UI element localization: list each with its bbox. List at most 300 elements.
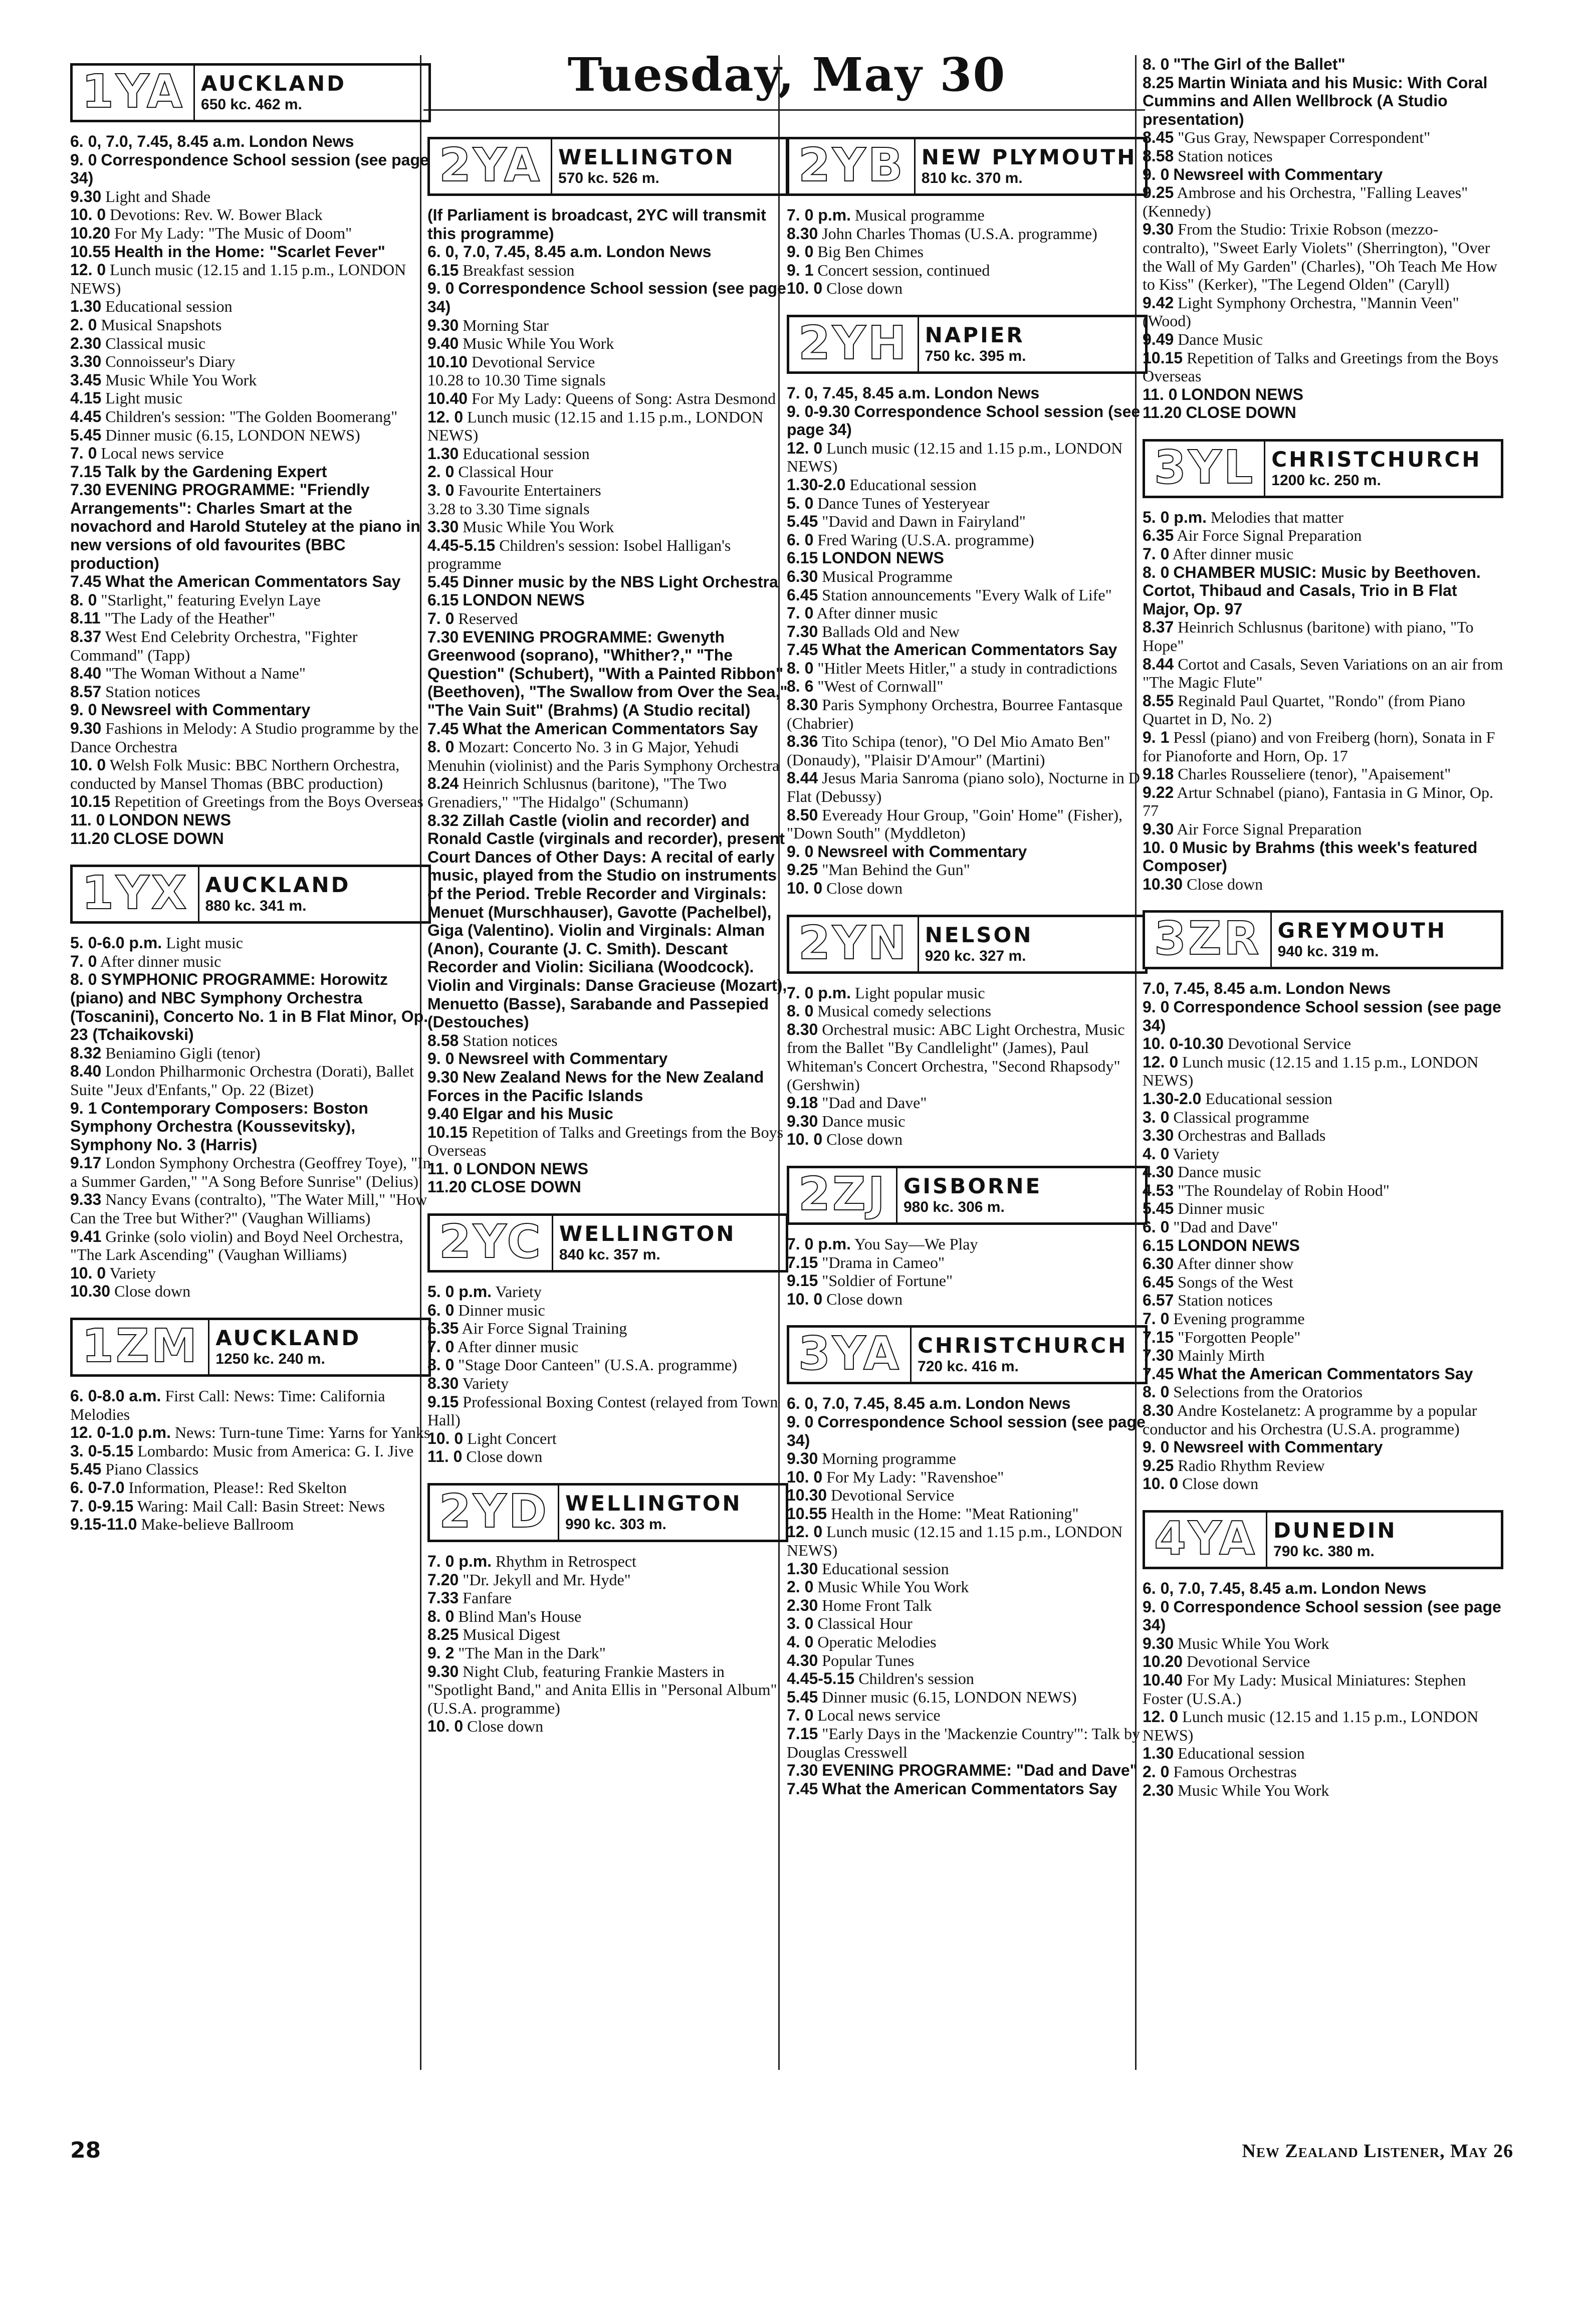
program-title: "David and Dawn in Fairyland" bbox=[822, 512, 1026, 531]
program-title: Lunch music (12.15 and 1.15 p.m., LONDON NEWS) bbox=[1143, 1052, 1479, 1090]
program-entry bbox=[1143, 875, 1503, 894]
program-time: 8.37 bbox=[1143, 618, 1174, 637]
program-title: Close down bbox=[826, 1290, 903, 1308]
program-title: Connoisseur's Diary bbox=[105, 352, 236, 371]
program-entry bbox=[787, 531, 1148, 549]
program-time: 9.30 bbox=[427, 1662, 459, 1680]
program-entry bbox=[427, 1589, 788, 1607]
program-entry bbox=[787, 1596, 1148, 1615]
program-title: Pessl (piano) and von Freiberg (horn), Sonata in F for Pianoforte and Horn, Op. 17 bbox=[1143, 728, 1495, 765]
program-time: 2.30 bbox=[70, 334, 102, 352]
program-entry bbox=[70, 811, 431, 829]
program-entry bbox=[787, 1413, 1148, 1449]
program-time: 7. 0 bbox=[787, 604, 814, 622]
program-time: 9. 0 bbox=[427, 279, 455, 298]
program-title: "Starlight," featuring Evelyn Laye bbox=[101, 590, 321, 609]
program-time: 9.30 bbox=[1143, 1634, 1174, 1652]
program-entry bbox=[70, 1423, 431, 1442]
program-entry bbox=[787, 879, 1148, 898]
program-time: 10. 0 bbox=[787, 1467, 823, 1486]
program-time: 10. 0 bbox=[787, 279, 823, 298]
station-frequency: 920 kc. 327 m. bbox=[925, 947, 1026, 964]
program-entry bbox=[1143, 692, 1503, 728]
station-section bbox=[787, 915, 1148, 1149]
program-time: 4.30 bbox=[1143, 1163, 1174, 1181]
program-title: Mainly Mirth bbox=[1178, 1346, 1265, 1365]
program-time: 9.30 bbox=[1143, 819, 1174, 838]
station-header bbox=[787, 315, 1148, 374]
page-title: Tuesday, May 30 bbox=[567, 48, 1006, 102]
program-time: 7. 0 bbox=[70, 952, 97, 970]
program-title: Classical Hour bbox=[458, 463, 553, 481]
program-title: Morning programme bbox=[822, 1449, 956, 1468]
program-title: Elgar and his Music bbox=[463, 1105, 613, 1123]
station-callsign: 2YD bbox=[430, 1486, 559, 1540]
station-callsign: 4YA bbox=[1145, 1513, 1267, 1567]
program-time: 7. 0 bbox=[1143, 545, 1170, 563]
program-title: What the American Commentators Say bbox=[463, 719, 758, 738]
program-time: 7. 0 p.m. bbox=[787, 206, 851, 224]
program-title: Music While You Work bbox=[1178, 1634, 1329, 1652]
program-time: 2.30 bbox=[787, 1596, 818, 1614]
program-title: Close down bbox=[1187, 875, 1263, 893]
program-entry bbox=[1143, 765, 1503, 783]
program-entry bbox=[787, 1020, 1148, 1094]
program-entry bbox=[70, 829, 431, 848]
program-entry bbox=[1143, 526, 1503, 545]
program-title: London News bbox=[606, 243, 712, 261]
program-time: 9.15 bbox=[427, 1392, 459, 1411]
program-title: EVENING PROGRAMME: Gwenyth Greenwood (soprano), "Whither?," "The Question" (Schubert), "With a Painted Ribbon" (Beethoven), "The Swallow from Over the Sea," "The Vain Suit" (Brahms) (A Studio recital) bbox=[427, 627, 788, 720]
program-title: Melodies that matter bbox=[1211, 508, 1343, 526]
program-title: "The Roundelay of Robin Hood" bbox=[1178, 1181, 1390, 1199]
program-entry bbox=[70, 591, 431, 609]
program-title: London Symphony Orchestra (Geoffrey Toye), "In a Summer Garden," "A Song Before Sunrise" (Delius) bbox=[70, 1154, 431, 1190]
program-time: 8.11 bbox=[70, 609, 101, 627]
program-entry bbox=[427, 1717, 788, 1736]
program-title: Close down bbox=[114, 1282, 191, 1301]
program-entry bbox=[70, 352, 431, 371]
program-time: 3.30 bbox=[70, 352, 102, 371]
program-entry bbox=[1143, 1634, 1503, 1653]
program-entry bbox=[427, 1123, 788, 1160]
program-title: After dinner music bbox=[100, 952, 221, 970]
program-title: Evening programme bbox=[1173, 1310, 1305, 1328]
program-entry bbox=[70, 444, 431, 463]
publication-footer: New Zealand Listener, May 26 bbox=[1242, 2141, 1513, 2162]
program-title: "The Woman Without a Name" bbox=[105, 664, 306, 683]
station-callsign: 2YH bbox=[789, 317, 919, 371]
program-time: 10. 0 bbox=[1143, 838, 1179, 857]
program-title: What the American Commentators Say bbox=[822, 641, 1117, 659]
program-title: Reserved bbox=[458, 609, 518, 628]
program-time: 8.30 bbox=[1143, 1401, 1174, 1419]
station-frequency: 1250 kc. 240 m. bbox=[215, 1351, 325, 1368]
program-time: 9.30 bbox=[427, 316, 459, 334]
station-section bbox=[427, 137, 788, 1196]
program-title: Repetition of Talks and Greetings from the Boys Overseas bbox=[1143, 348, 1499, 385]
program-time: 7. 0 bbox=[70, 444, 97, 463]
program-entry bbox=[427, 774, 788, 811]
program-time: 12. 0 bbox=[787, 439, 823, 457]
program-title: Music by Brahms (this week's featured Composer) bbox=[1143, 838, 1478, 875]
program-time: 8. 0 bbox=[787, 659, 814, 677]
program-time: 6.15 bbox=[427, 591, 459, 609]
station-frequency: 980 kc. 306 m. bbox=[903, 1198, 1005, 1215]
program-title: Mozart: Concerto No. 3 in G Major, Yehudi Menuhin (violinist) and the Paris Symphony Orchestra bbox=[427, 738, 780, 774]
program-title: Concert session, continued bbox=[817, 261, 990, 279]
program-entry bbox=[1143, 1598, 1503, 1634]
program-title: Rhythm in Retrospect bbox=[496, 1552, 636, 1570]
program-time: 1.30 bbox=[1143, 1744, 1174, 1763]
program-title: Air Force Signal Training bbox=[462, 1319, 627, 1338]
program-time: 8.30 bbox=[787, 1020, 818, 1038]
program-time: 6.30 bbox=[787, 567, 818, 585]
program-title: Orchestras and Ballads bbox=[1178, 1126, 1326, 1145]
program-time: 8.58 bbox=[427, 1031, 459, 1049]
station-info bbox=[199, 867, 428, 921]
program-entry bbox=[70, 1227, 431, 1264]
program-entry bbox=[427, 573, 788, 591]
station-info bbox=[1267, 1513, 1501, 1567]
program-time: 4.45-5.15 bbox=[427, 536, 496, 554]
program-entry bbox=[787, 1486, 1148, 1505]
program-entry bbox=[787, 1761, 1148, 1780]
program-title: Big Ben Chimes bbox=[817, 243, 924, 261]
program-entry bbox=[1143, 1708, 1503, 1744]
program-entry bbox=[1143, 1126, 1503, 1145]
program-time: 8. 0 bbox=[787, 1002, 814, 1020]
program-title: Songs of the West bbox=[1178, 1273, 1293, 1291]
program-entry bbox=[1143, 1579, 1503, 1598]
program-title: Newsreel with Commentary bbox=[101, 701, 311, 719]
station-city: AUCKLAND bbox=[205, 873, 351, 898]
program-time: 9.30 bbox=[70, 187, 102, 205]
program-entry bbox=[787, 261, 1148, 280]
station-info bbox=[553, 1216, 786, 1270]
program-title: "Dad and Dave" bbox=[1173, 1218, 1278, 1236]
program-entry bbox=[427, 1301, 788, 1320]
program-entry bbox=[1143, 545, 1503, 563]
station-frequency: 570 kc. 526 m. bbox=[558, 170, 659, 186]
program-entry bbox=[427, 261, 788, 280]
program-time: 5.45 bbox=[787, 1687, 818, 1706]
program-time: 7.15 bbox=[787, 1253, 818, 1272]
program-title: "The Lady of the Heather" bbox=[104, 609, 276, 627]
station-info bbox=[919, 917, 1145, 971]
program-entry bbox=[787, 1780, 1148, 1798]
program-entry bbox=[70, 1478, 431, 1497]
program-title: Devotional Service bbox=[1227, 1034, 1351, 1053]
program-entry bbox=[427, 1356, 788, 1374]
program-time: 9.49 bbox=[1143, 330, 1174, 348]
station-info bbox=[209, 1320, 428, 1374]
program-title: Educational session bbox=[849, 475, 977, 494]
program-time: 6. 0, 7.0, 7.45, 8.45 a.m. bbox=[70, 132, 245, 150]
program-title: Local news service bbox=[101, 444, 224, 463]
program-time: 7. 0 bbox=[787, 1706, 814, 1725]
station-section bbox=[787, 315, 1148, 898]
program-title: West End Celebrity Orchestra, "Fighter Command" (Tapp) bbox=[70, 627, 358, 664]
program-title: Dinner music by the NBS Light Orchestra bbox=[463, 572, 778, 591]
station-frequency: 810 kc. 370 m. bbox=[921, 170, 1023, 186]
program-entry bbox=[1143, 1181, 1503, 1200]
program-time: 1.30 bbox=[787, 1559, 818, 1578]
program-entry bbox=[787, 549, 1148, 567]
program-entry bbox=[787, 384, 1148, 402]
station-header bbox=[1143, 910, 1503, 969]
program-time: 6.30 bbox=[1143, 1254, 1174, 1273]
program-title: Zillah Castle (violin and recorder) and Ronald Castle (virginals and recorder), present Court Dances of Other Days: A recital of early music, played from the Studio on instruments of the Period. Treble Recorder and Virginals: Menuet (Murschhauser), Gavotte (Pachelbel), Giga (Valentino). Violin and Virginals: Alman (Anon), Courante (J. C. Smith). Descant Recorder and Violin: Siciliana (Woodcock). Violin and Virginals: Danse Gracieuse (Mozart), Menuetto (Basse), Sarabande and Passepied (Destouches) bbox=[427, 811, 787, 1031]
program-title: Music While You Work bbox=[463, 334, 614, 353]
program-entry bbox=[427, 518, 788, 536]
program-time: 10.15 bbox=[70, 792, 111, 811]
program-entry bbox=[427, 316, 788, 335]
program-title: Lombardo: Music from America: G. I. Jive bbox=[137, 1441, 414, 1460]
program-time: 9.30 bbox=[1143, 220, 1174, 239]
program-title: "The Girl of the Ballet" bbox=[1173, 55, 1345, 73]
program-entry bbox=[787, 1130, 1148, 1149]
program-title: Breakfast session bbox=[463, 261, 575, 279]
program-time: 3. 0 bbox=[787, 1614, 814, 1633]
program-time: 6.45 bbox=[1143, 1273, 1174, 1291]
program-entry bbox=[1143, 728, 1503, 765]
program-entry bbox=[70, 243, 431, 261]
program-title: Favourite Entertainers bbox=[458, 481, 601, 499]
program-time: 9. 0-9.30 bbox=[787, 402, 850, 420]
station-callsign: 1ZM bbox=[73, 1320, 209, 1374]
program-time: 7.0, 7.45, 8.45 a.m. bbox=[1143, 979, 1282, 998]
program-time: 7.30 bbox=[1143, 1346, 1174, 1365]
column-1 bbox=[70, 59, 431, 1534]
program-time: 9. 0 bbox=[1143, 997, 1170, 1016]
program-title: Dinner music (6.15, LONDON NEWS) bbox=[105, 426, 360, 444]
program-time: 1.30-2.0 bbox=[1143, 1089, 1202, 1108]
program-time: 4. 0 bbox=[1143, 1144, 1170, 1163]
program-title: London News bbox=[965, 1394, 1071, 1413]
program-time: 9. 0 bbox=[70, 701, 97, 719]
program-title: Andre Kostelanetz: A programme by a popular conductor and his Orchestra (U.S.A. programme) bbox=[1143, 1401, 1477, 1438]
program-title: Talk by the Gardening Expert bbox=[105, 462, 327, 481]
program-title: Heinrich Schlusnus (baritone) with piano, "To Hope" bbox=[1143, 618, 1474, 655]
program-time: 2. 0 bbox=[1143, 1762, 1170, 1781]
program-title: London News bbox=[1321, 1579, 1427, 1597]
program-entry bbox=[427, 1571, 788, 1589]
program-time: 10. 0 bbox=[787, 879, 823, 897]
program-title: Make-believe Ballroom bbox=[141, 1515, 294, 1534]
program-time: 3.30 bbox=[427, 518, 459, 536]
program-entry bbox=[427, 738, 788, 774]
program-time: 10.30 bbox=[70, 1282, 111, 1301]
program-title: "The Man in the Dark" bbox=[458, 1643, 606, 1662]
program-entry bbox=[427, 371, 788, 389]
program-time: 9. 0 bbox=[787, 1412, 814, 1431]
program-entry bbox=[1143, 1090, 1503, 1108]
program-title: London News bbox=[1285, 979, 1391, 998]
program-time: 10.30 bbox=[787, 1486, 827, 1505]
station-city: NELSON bbox=[925, 922, 1033, 947]
program-time: 10. 0 bbox=[787, 1290, 823, 1308]
program-title: 3.28 to 3.30 Time signals bbox=[427, 499, 590, 518]
program-time: 8. 0 bbox=[70, 590, 97, 609]
program-time: 9. 1 bbox=[1143, 728, 1170, 746]
program-title: Close down bbox=[826, 1130, 903, 1149]
program-title: Light music bbox=[105, 389, 183, 407]
program-time: 8.55 bbox=[1143, 691, 1174, 710]
program-time: 8.40 bbox=[70, 664, 102, 683]
program-entry bbox=[70, 132, 431, 151]
program-entry bbox=[70, 1515, 431, 1534]
program-entry bbox=[70, 756, 431, 792]
program-time: 6. 0 bbox=[427, 1301, 455, 1319]
program-title: Educational session bbox=[105, 297, 233, 316]
program-time: 9.33 bbox=[70, 1190, 102, 1209]
program-time: 7. 0, 7.45, 8.45 a.m. bbox=[787, 383, 931, 402]
program-time: 7.30 bbox=[787, 622, 818, 641]
station-frequency: 840 kc. 357 m. bbox=[559, 1246, 660, 1263]
program-title: After dinner music bbox=[1172, 545, 1294, 563]
program-time: 11. 0 bbox=[427, 1447, 463, 1466]
program-title: Station notices bbox=[463, 1031, 558, 1049]
program-entry bbox=[70, 463, 431, 481]
program-title: SYMPHONIC PROGRAMME: Horowitz (piano) and NBC Symphony Orchestra (Toscanini), Concerto No. 1 in B Flat Minor, Op. 23 (Tchaikovski) bbox=[70, 970, 428, 1044]
program-entry bbox=[1143, 330, 1503, 349]
program-title: CHAMBER MUSIC: Music by Beethoven. Cortot, Thibaud and Casals, Trio in B Flat Major, Op. 97 bbox=[1143, 563, 1481, 618]
program-time: 2. 0 bbox=[427, 463, 455, 481]
program-title: Correspondence School session (see page 34) bbox=[70, 150, 429, 187]
program-time: 8.45 bbox=[1143, 128, 1174, 147]
program-time: 9. 0 bbox=[70, 150, 97, 169]
program-entry bbox=[70, 297, 431, 316]
program-title: Devotional Service bbox=[1187, 1652, 1310, 1671]
program-title: From the Studio: Trixie Robson (mezzo-contralto), "Sweet Early Violets" (Sherrington), "Over the Wall of My Garden" (Charles), "Oh Teach Me How to Kiss" (Kerker), "The Legend Olden" (Caryll) bbox=[1143, 220, 1497, 294]
program-entry bbox=[427, 279, 788, 316]
program-time: 5. 0 p.m. bbox=[427, 1283, 492, 1301]
program-title: "Drama in Cameo" bbox=[822, 1253, 945, 1272]
program-title: Fanfare bbox=[463, 1589, 512, 1607]
program-entry bbox=[787, 1560, 1148, 1578]
program-time: 11.20 bbox=[70, 829, 110, 848]
program-entry bbox=[787, 476, 1148, 494]
program-entry bbox=[1143, 820, 1503, 838]
program-title: Morning Star bbox=[463, 316, 549, 334]
station-section bbox=[787, 1166, 1148, 1308]
program-entry bbox=[70, 683, 431, 701]
station-header bbox=[70, 865, 431, 924]
program-entry bbox=[787, 604, 1148, 622]
program-time: 5.45 bbox=[1143, 1199, 1174, 1218]
program-title: After dinner music bbox=[816, 604, 938, 622]
program-time: 9.40 bbox=[427, 334, 459, 353]
program-entry bbox=[70, 187, 431, 206]
program-title: Local news service bbox=[817, 1706, 941, 1725]
program-time: 8.32 bbox=[70, 1043, 102, 1062]
program-time: 8. 0 bbox=[427, 738, 455, 756]
program-entry bbox=[787, 279, 1148, 298]
program-time: 8.25 bbox=[1143, 73, 1174, 92]
station-header bbox=[787, 137, 1148, 196]
program-title: Children's session: "The Golden Boomerang" bbox=[105, 407, 398, 426]
program-time: 7.33 bbox=[427, 1589, 459, 1607]
program-entry bbox=[70, 572, 431, 591]
program-time: 12. 0 bbox=[1143, 1708, 1179, 1726]
program-entry bbox=[427, 628, 788, 720]
program-time: 7.15 bbox=[787, 1725, 818, 1743]
program-entry bbox=[70, 261, 431, 297]
program-time: 8. 0 bbox=[1143, 55, 1170, 73]
program-entry bbox=[1143, 1781, 1503, 1800]
program-title: Ballads Old and New bbox=[822, 622, 960, 641]
program-time: 9. 0 bbox=[427, 1049, 455, 1068]
station-city: DUNEDIN bbox=[1273, 1518, 1397, 1543]
program-time: 12. 0 bbox=[1143, 1052, 1179, 1071]
program-time: 4. 0 bbox=[787, 1633, 814, 1651]
station-info bbox=[919, 317, 1145, 371]
program-title: "West of Cornwall" bbox=[817, 677, 944, 696]
program-entry bbox=[427, 1160, 788, 1178]
program-title: Musical comedy selections bbox=[817, 1002, 991, 1020]
program-entry bbox=[427, 463, 788, 481]
program-time: 10.40 bbox=[1143, 1670, 1183, 1689]
program-entry bbox=[427, 1068, 788, 1105]
program-entry bbox=[70, 481, 431, 572]
program-time: 6.15 bbox=[787, 549, 818, 567]
program-entry bbox=[427, 1607, 788, 1626]
program-title: Reginald Paul Quartet, "Rondo" (from Piano Quartet in D, No. 2) bbox=[1143, 691, 1465, 728]
program-entry bbox=[1143, 1744, 1503, 1763]
program-time: 5.45 bbox=[70, 1460, 102, 1478]
station-frequency: 750 kc. 395 m. bbox=[925, 347, 1026, 364]
program-title: First Call: News: Time: California Melodies bbox=[70, 1387, 385, 1423]
program-title: You Say—We Play bbox=[854, 1234, 978, 1253]
program-title: Paris Symphony Orchestra, Bourree Fantasque (Chabrier) bbox=[787, 696, 1123, 732]
program-title: Blind Man's House bbox=[458, 1607, 582, 1625]
program-entry bbox=[787, 1449, 1148, 1468]
program-entry bbox=[427, 1319, 788, 1338]
program-entry bbox=[1143, 1383, 1503, 1401]
program-time: 8.30 bbox=[427, 1374, 459, 1393]
program-time: 9.42 bbox=[1143, 293, 1174, 312]
program-title: Station notices bbox=[105, 682, 200, 701]
program-entry bbox=[1143, 220, 1503, 293]
program-title: LONDON NEWS bbox=[109, 810, 231, 829]
program-time: 3. 0 bbox=[1143, 1108, 1170, 1126]
program-entry bbox=[787, 1505, 1148, 1523]
station-section bbox=[1143, 439, 1503, 893]
program-title: Close down bbox=[466, 1447, 543, 1466]
program-time: 7. 0 bbox=[427, 1337, 455, 1356]
program-entry bbox=[70, 609, 431, 627]
program-title: Children's session: Isobel Halligan's programme bbox=[427, 536, 731, 573]
program-time: 8.30 bbox=[787, 224, 818, 243]
program-entry bbox=[1143, 618, 1503, 655]
station-section bbox=[70, 1318, 431, 1534]
station-header bbox=[427, 1483, 788, 1542]
program-title: London Philharmonic Orchestra (Dorati), Ballet Suite "Jeux d'Enfants," Op. 22 (Bizet) bbox=[70, 1062, 414, 1099]
program-entry bbox=[427, 1049, 788, 1068]
program-title: After dinner music bbox=[457, 1337, 579, 1356]
program-title: Lunch music (12.15 and 1.15 p.m., LONDON NEWS) bbox=[427, 407, 764, 445]
program-title: Light music bbox=[166, 934, 243, 952]
program-entry bbox=[427, 1374, 788, 1393]
program-entry bbox=[1143, 128, 1503, 147]
program-title: Devotional Service bbox=[472, 352, 595, 371]
program-title: Educational session bbox=[822, 1559, 949, 1578]
program-title: Light Symphony Orchestra, "Mannin Veen" (Wood) bbox=[1143, 293, 1459, 330]
program-title: London News bbox=[934, 383, 1040, 402]
program-entry bbox=[70, 1497, 431, 1516]
program-entry bbox=[1143, 998, 1503, 1034]
